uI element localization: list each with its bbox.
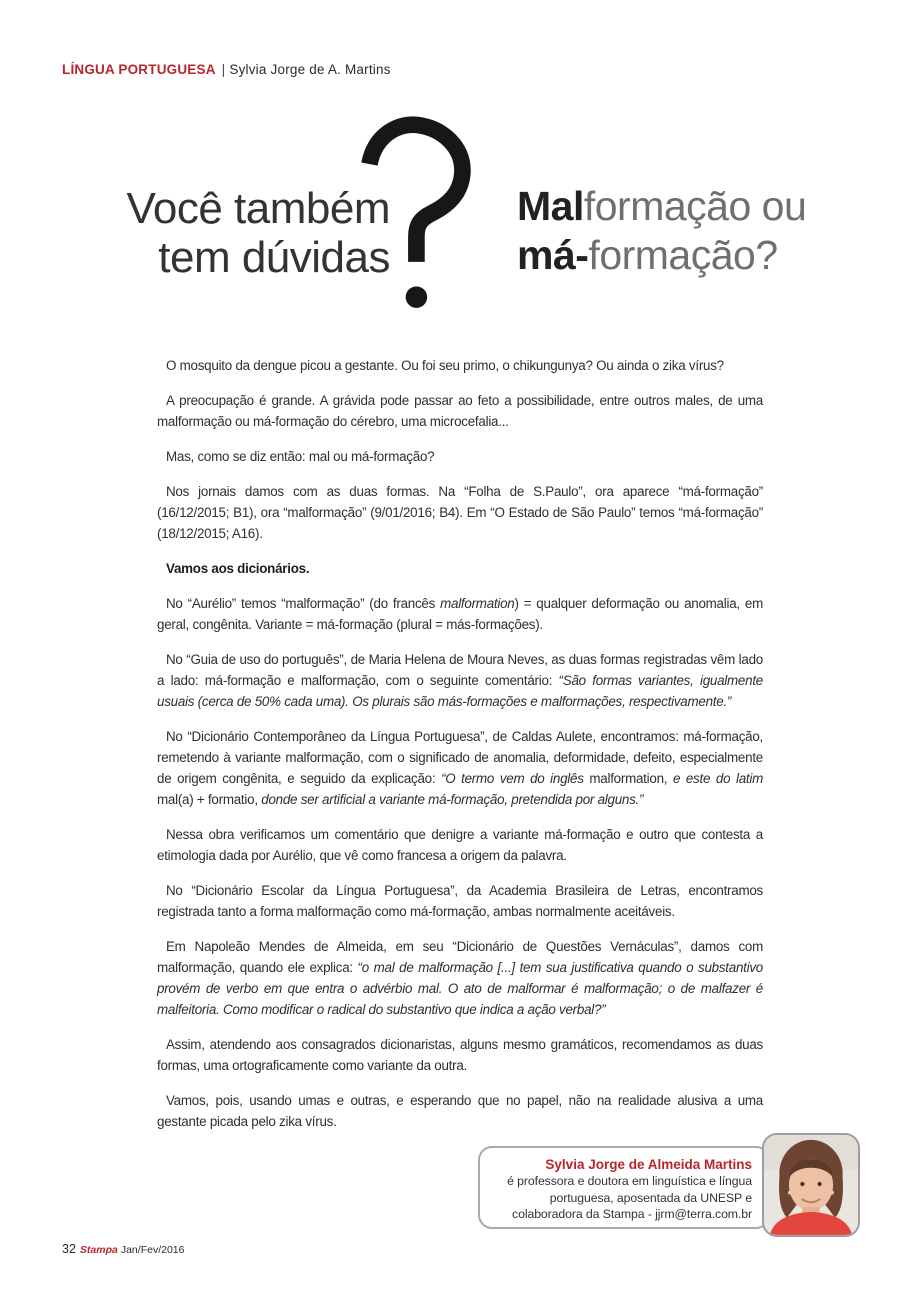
section-title: LÍNGUA PORTUGUESA: [62, 62, 216, 77]
magazine-name: Stampa: [79, 1244, 118, 1256]
issue-date: Jan/Fev/2016: [120, 1244, 185, 1256]
header-author-name: Sylvia Jorge de A. Martins: [229, 62, 391, 77]
headline-left-line2: tem dúvidas: [158, 233, 390, 282]
page-number: 32: [62, 1242, 76, 1256]
paragraph: Nos jornais damos com as duas formas. Na “Folha de S.Paulo”, ora aparece “má-formação” (16/12/2015; B1), ora “malformação” (9/01/2016; B4). Em “O Estado de São Paulo” temos “má-formação” (18/12/2015; A16).: [157, 484, 763, 541]
paragraph: Mas, como se diz então: mal ou má-formação?: [166, 449, 435, 464]
headline-bold-word: má-: [517, 232, 589, 278]
header-separator: |: [221, 62, 226, 77]
page-footer: [62, 1240, 184, 1258]
author-name: Sylvia Jorge de Almeida Martins: [545, 1157, 752, 1172]
paragraph: Nessa obra verificamos um comentário que denigre a variante má-formação e outro que contesta a etimologia dada por Aurélio, que vê como francesa a origem da palavra.: [157, 827, 763, 863]
headline-light-word: formação ou: [583, 183, 807, 229]
paragraph: Vamos, pois, usando umas e outras, e esperando que no papel, não na realidade alusiva a uma gestante picada pelo zika vírus.: [157, 1093, 763, 1129]
paragraph: No “Guia de uso do português”, de Maria Helena de Moura Neves, as duas formas registradas vêm lado a lado: má-formação e malformação, com o seguinte comentário: “São formas variantes, igualmente usuais (cerca de 50% cada uma). Os plurais são más-formações e malformações, respectivamente.”: [157, 652, 763, 709]
paragraph: No “Aurélio” temos “malformação” (do francês malformation) = qualquer deformação ou anomalia, em geral, congênita. Variante = má-formação (plural = más-formações).: [157, 596, 763, 632]
paragraph: Em Napoleão Mendes de Almeida, em seu “Dicionário de Questões Vernáculas”, damos com malformação, quando ele explica: “o mal de malformação [...] tem sua justificativa quando o substantivo provém de verbo em que entra o advérbio mal. O ato de malformar é malformação; o de malfazer é malfeitoria. Como modificar o radical do substantivo que indica a ação verbal?”: [157, 939, 763, 1017]
paragraph: Assim, atendendo aos consagrados dicionaristas, alguns mesmo gramáticos, recomendamos as duas formas, uma ortograficamente como variante da outra.: [157, 1037, 763, 1073]
author-bio: é professora e doutora em linguística e língua portuguesa, aposentada da UNESP e colaboradora da Stampa - jjrm@terra.com.br: [507, 1174, 752, 1221]
headline-left-line1: Você também: [126, 184, 390, 233]
paragraph: No “Dicionário Escolar da Língua Portuguesa”, da Academia Brasileira de Letras, encontramos registrada tanto a forma malformação como má-formação, ambas normalmente aceitáveis.: [157, 883, 763, 919]
headline-light-word: formação?: [588, 232, 778, 278]
paragraph: A preocupação é grande. A grávida pode passar ao feto a possibilidade, entre outros males, de uma malformação ou má-formação do cérebro, uma microcefalia...: [157, 393, 763, 429]
section-heading: Vamos aos dicionários.: [166, 561, 310, 576]
headline-right-line2: [517, 231, 806, 280]
paragraph: O mosquito da dengue picou a gestante. Ou foi seu primo, o chikungunya? Ou ainda o zika vírus?: [166, 358, 724, 373]
author-box: [478, 1146, 770, 1229]
headline-right: [517, 182, 806, 280]
author-photo: [762, 1133, 860, 1237]
paragraph: No “Dicionário Contemporâneo da Língua Portuguesa”, de Caldas Aulete, encontramos: má-formação, remetendo à variante malformação, com o significado de anomalia, deformidade, defeito, especialmente de origem congênita, e seguido da explicação: “O termo vem do inglês malformation, e este do latim mal(a) + formatio, donde ser artificial a variante má-formação, pretendida por alguns.”: [157, 729, 763, 807]
article-body: [157, 355, 763, 1146]
headline-bold-word: Mal: [517, 183, 584, 229]
page-header: [62, 62, 391, 77]
question-mark-graphic: [344, 114, 481, 312]
headline-right-line1: [517, 182, 806, 231]
